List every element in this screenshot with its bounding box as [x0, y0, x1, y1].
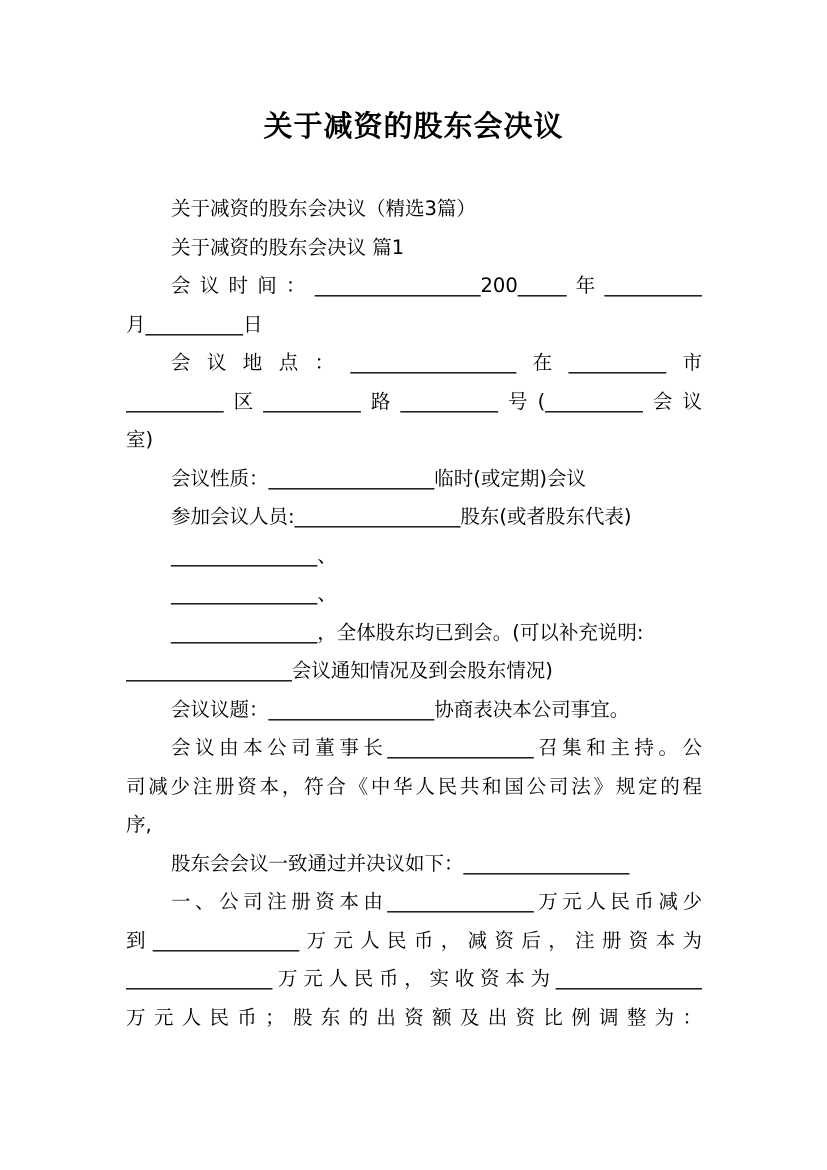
attendees-line: 参加会议人员:_________________股东(或者股东代表): [171, 505, 632, 528]
chair-line-cont: 司减少注册资本，符合《中华人民共和国公司法》规定的程: [126, 774, 702, 798]
meeting-time-line-cont: 月__________日: [126, 312, 263, 336]
meeting-place-line: 会议地点：_________________在__________市: [171, 351, 702, 374]
subtitle-line: 关于减资的股东会决议（精选3篇）: [171, 197, 476, 220]
attendee-blank-line: _______________、: [171, 543, 337, 567]
resolution-item-line-cont: 到_______________万元人民币，减资后，注册资本为: [126, 928, 702, 952]
document-body: [126, 190, 702, 1037]
attendance-line: _______________，全体股东均已到会。(可以补充说明:: [171, 620, 644, 644]
meeting-nature-line: 会议性质：_________________临时(或定期)会议: [171, 466, 586, 490]
attendee-blank-line: _______________、: [171, 582, 337, 605]
meeting-place-line-cont: __________区__________路__________号(__________会议: [126, 389, 702, 413]
chair-line: 会议由本公司董事长_______________召集和主持。公: [171, 736, 702, 759]
document-title: 关于减资的股东会决议: [263, 109, 564, 143]
section-heading: 关于减资的股东会决议 篇1: [171, 235, 405, 259]
resolution-item-line: 一、公司注册资本由_______________万元人民币减少: [171, 890, 702, 913]
resolution-intro-line: 股东会会议一致通过并决议如下：_________________: [171, 851, 630, 875]
agenda-line: 会议议题：_________________协商表决本公司事宜。: [171, 697, 630, 721]
resolution-item-line-cont: 万元人民币；股东的出资额及出资比例调整为：: [126, 1005, 702, 1029]
attendance-line-cont: _________________会议通知情况及到会股东情况): [126, 659, 553, 682]
meeting-place-line-end: 室): [126, 428, 154, 451]
meeting-time-line: 会议时间：_________________200_____年__________: [171, 274, 702, 297]
resolution-item-line-cont: _______________万元人民币，实收资本为_______________: [126, 967, 702, 990]
chair-line-end: 序,: [126, 813, 152, 836]
